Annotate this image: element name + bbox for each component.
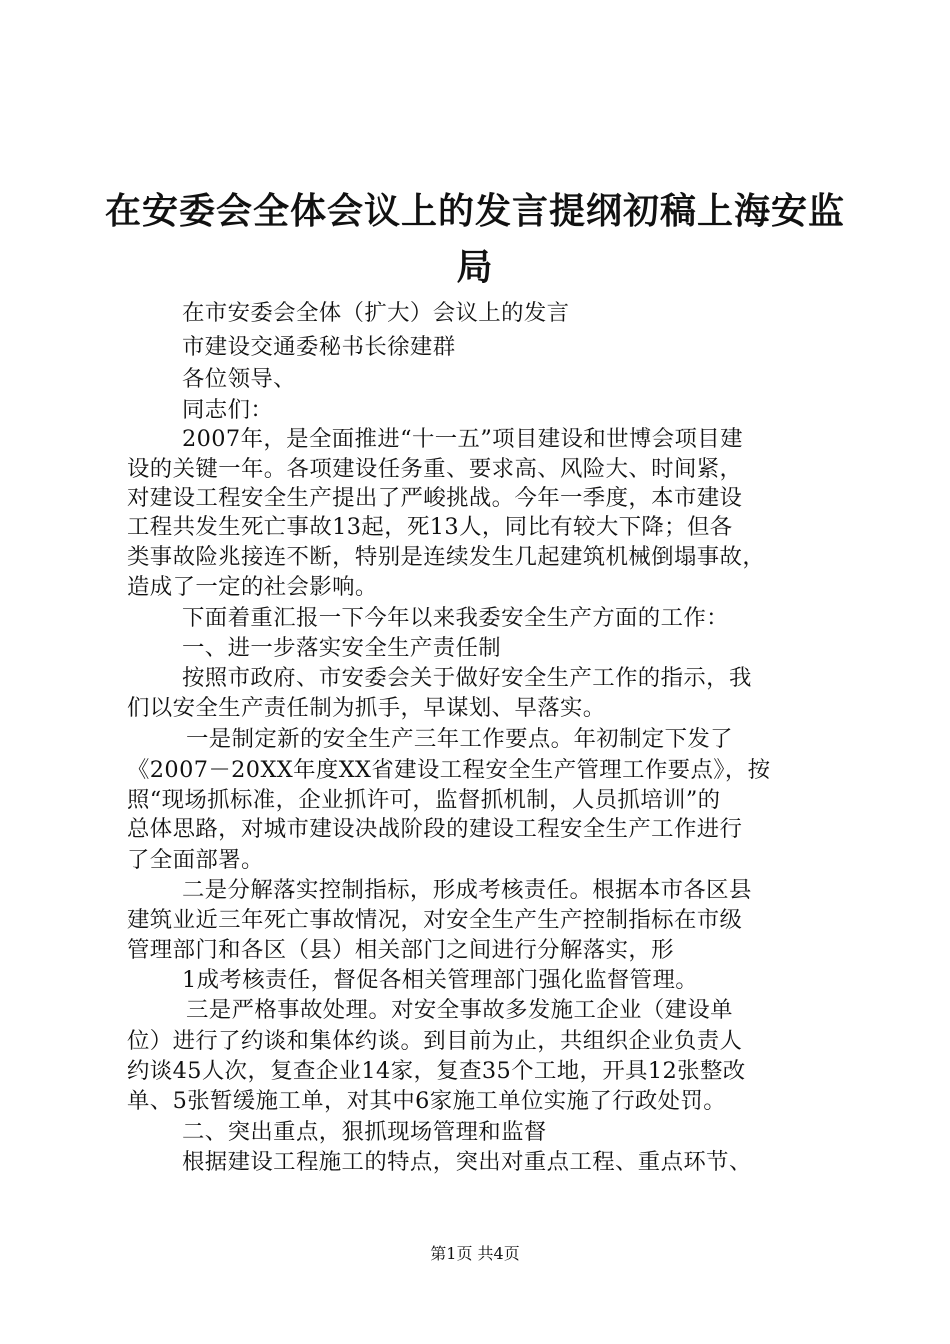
body-line: 类事故险兆接连不断，特别是连续发生几起建筑机械倒塌事故， (127, 544, 766, 570)
body-line: 二是分解落实控制指标，形成考核责任。根据本市各区县 (182, 877, 752, 903)
body-line: 设的关键一年。各项建设任务重、要求高、风险大、时间紧， (127, 456, 743, 482)
body-line: 下面着重汇报一下今年以来我委安全生产方面的工作： (182, 605, 729, 631)
body-line: 在市安委会全体（扩大）会议上的发言 (182, 300, 570, 326)
section-heading-2: 二、突出重点，狠抓现场管理和监督 (182, 1119, 547, 1145)
page-number-footer: 第1页 共4页 (430, 1244, 520, 1263)
body-line: 工程共发生死亡事故13起，死13人，同比有较大下降；但各 (127, 514, 733, 540)
body-line: 单、5张暂缓施工单，对其中6家施工单位实施了行政处罚。 (127, 1088, 727, 1114)
body-line: 约谈45人次，复查企业14家，复查35个工地，开具12张整改 (127, 1058, 746, 1084)
body-line: 2007年，是全面推进“十一五”项目建设和世博会项目建 (182, 426, 743, 452)
body-line: 了全面部署。 (127, 847, 264, 873)
body-line: 造成了一定的社会影响。 (127, 574, 378, 600)
body-line: 1成考核责任，督促各相关管理部门强化监督管理。 (182, 967, 699, 993)
body-line: 们以安全生产责任制为抓手，早谋划、早落实。 (127, 695, 606, 721)
body-line: 按照市政府、市安委会关于做好安全生产工作的指示，我 (182, 665, 752, 691)
document-title-line-1: 在安委会全体会议上的发言提纲初稿上海安监 (104, 191, 845, 232)
section-heading-1: 一、进一步落实安全生产责任制 (182, 635, 502, 661)
body-line: 《2007－20XX年度XX省建设工程安全生产管理工作要点》，按 (127, 757, 771, 783)
body-line: 市建设交通委秘书长徐建群 (182, 334, 456, 360)
body-line: 一是制定新的安全生产三年工作要点。年初制定下发了 (186, 726, 733, 752)
body-line: 对建设工程安全生产提出了严峻挑战。今年一季度，本市建设 (127, 485, 743, 511)
body-line: 各位领导、 (182, 366, 296, 392)
body-line: 照“现场抓标准，企业抓许可，监督抓机制，人员抓培训”的 (127, 787, 721, 813)
body-line: 管理部门和各区（县）相关部门之间进行分解落实，形 (127, 937, 674, 963)
body-line: 总体思路，对城市建设决战阶段的建设工程安全生产工作进行 (127, 816, 743, 842)
document-title-line-2: 局 (456, 247, 494, 288)
body-line: 位）进行了约谈和集体约谈。到目前为止，共组织企业负责人 (127, 1028, 743, 1054)
body-line: 根据建设工程施工的特点，突出对重点工程、重点环节、 (182, 1149, 752, 1175)
body-line: 同志们： (182, 397, 274, 423)
body-line: 三是严格事故处理。对安全事故多发施工企业（建设单 (186, 997, 733, 1023)
body-line: 建筑业近三年死亡事故情况，对安全生产生产控制指标在市级 (127, 907, 743, 933)
